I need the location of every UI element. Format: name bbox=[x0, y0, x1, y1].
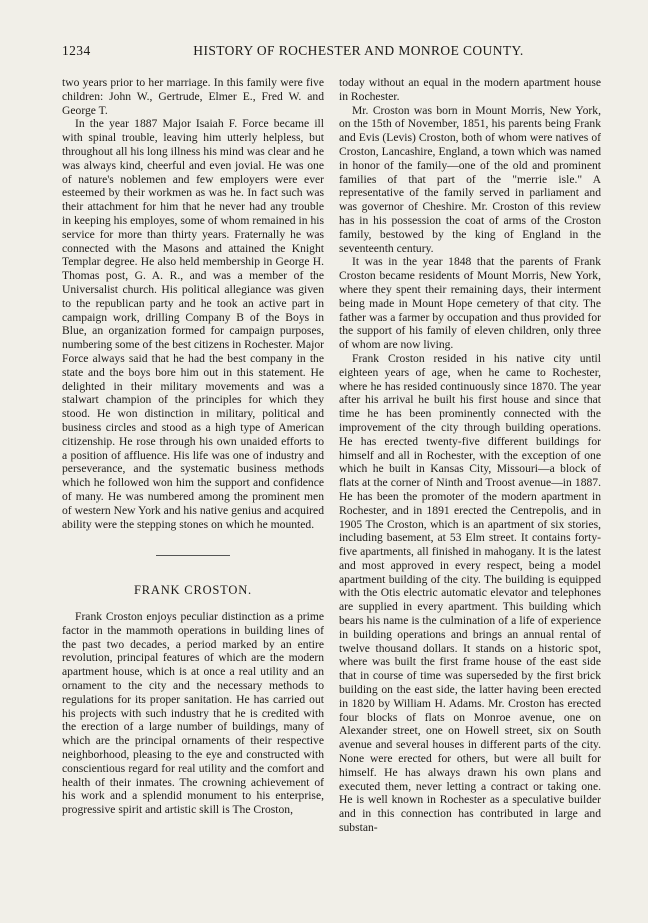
paragraph: Mr. Croston was born in Mount Morris, New York, on the 15th of November, 1851, his parents being Frank and Evis (Levis) Croston, both of whom were natives of Croston, Lancashire, England, a town which was named in honor of the family—one of the old and prominent families of that part of the "merrie isle." A representative of the family served in parliament and was governor of Cheshire. Mr. Croston of this review has in his possession the coat of arms of the Croston family, bestowed by the king of England in the seventeenth century. bbox=[339, 103, 601, 255]
paragraph: Frank Croston enjoys peculiar distinction as a prime factor in the mammoth operations in building lines of the past two decades, a period marked by an entire revolution, principal features of which are the modern apartment house, which is at once a real utility and an ornament to the city and the necessary methods to regulations for its proper sanitation. He has carried out his projects with such industry that he is credited with the erection of a large number of buildings, many of which are the principal ornaments of their respective neighborhood, pleasing to the eye and constructed with conscientious regard for real utility and the comfort and health of their inmates. The crowning achievement of his work and a splendid monument to his enterprise, progressive spirit and artistic skill is The Croston, bbox=[62, 610, 324, 817]
page-header bbox=[62, 43, 635, 63]
page-number: 1234 bbox=[62, 43, 91, 58]
section-divider bbox=[156, 555, 230, 556]
left-column bbox=[62, 76, 324, 817]
right-column bbox=[339, 76, 601, 835]
paragraph: two years prior to her marriage. In this family were five children: John W., Gertrude, Elmer E., Fred W. and George T. bbox=[62, 76, 324, 117]
paragraph: Frank Croston resided in his native city until eighteen years of age, when he came to Rochester, where he has resided continuously since 1870. The year after his arrival he built his first house and since that time he has been prominently connected with the improvement of the city through building operations. He has erected twenty-five different buildings for himself and all in Rochester, with the exception of one which he built in Kansas City, Missouri—a block of flats at the corner of Ninth and Troost avenue—in 1887. He has been the promoter of the modern apartment in Rochester, and in 1891 erected the Centrepolis, and in 1905 The Croston, which is an apartment of six stories, including basement, at 53 Elm street. It contains forty-five apartments, all finished in mahogany. It is the latest and most approved in every respect, being a model apartment building of the city. The building is equipped with the Otis electric automatic elevator and telephones are supplied in every apartment. This building which bears his name is the culmination of a life of experience in building operations and brings an annual rental of twelve thousand dollars. It stands on a historic spot, where was built the first frame house of the east side that in course of time was superseded by the first brick building on the east side, the latter having been erected in 1820 by William H. Adams. Mr. Croston has erected four blocks of flats on Monroe avenue, one on Alexander street, one on Howell street, six on South avenue and several houses in different parts of the city. None were erected for others, but were all built for himself. He has always drawn his own plans and executed them, never letting a contract or taking one. He is well known in Rochester as a speculative builder and in this connection has contributed in large and substan- bbox=[339, 351, 601, 835]
paragraph: In the year 1887 Major Isaiah F. Force became ill with spinal trouble, leaving him utterly helpless, but throughout all his long illness his mind was clear and he was always kind, cheerful and even jovial. He was one of nature's noblemen and few employers were ever esteemed by their workmen as was he. In fact such was their attachment for him that he never had any trouble in keeping his employes, some of whom remained in his service for more than thirty years. Fraternally he was connected with the Masons and attained the Knight Templar degree. He also held membership in George H. Thomas post, G. A. R., and was a member of the Universalist church. His political allegiance was given to the republican party and he took an active part in campaign work, drilling Company B of the Boys in Blue, an organization formed for campaign purposes, numbering some of the best citizens in Rochester. Major Force always said that he had the best company in the state and the boys bore him out in this statement. He delighted in their military movements and was a stalwart champion of the principles for which they stood. He won distinction in military, political and business circles and stood as a high type of American citizenship. He rose through his own unaided efforts to a position of affluence. His life was one of industry and perseverance, and the systematic business methods which he followed won him the support and confidence of many. He was numbered among the prominent men of western New York and his native genius and acquired ability were the stepping stones on which he mounted. bbox=[62, 117, 324, 531]
running-title: HISTORY OF ROCHESTER AND MONROE COUNTY. bbox=[193, 43, 524, 58]
section-title: FRANK CROSTON. bbox=[134, 583, 252, 598]
paragraph: It was in the year 1848 that the parents of Frank Croston became residents of Mount Morris, New York, where they spent their remaining days, their interment being made in Mount Hope cemetery of that city. The father was a farmer by occupation and thus provided for the support of his family of eleven children, only three of whom are now living. bbox=[339, 255, 601, 352]
paragraph: today without an equal in the modern apartment house in Rochester. bbox=[339, 76, 601, 103]
